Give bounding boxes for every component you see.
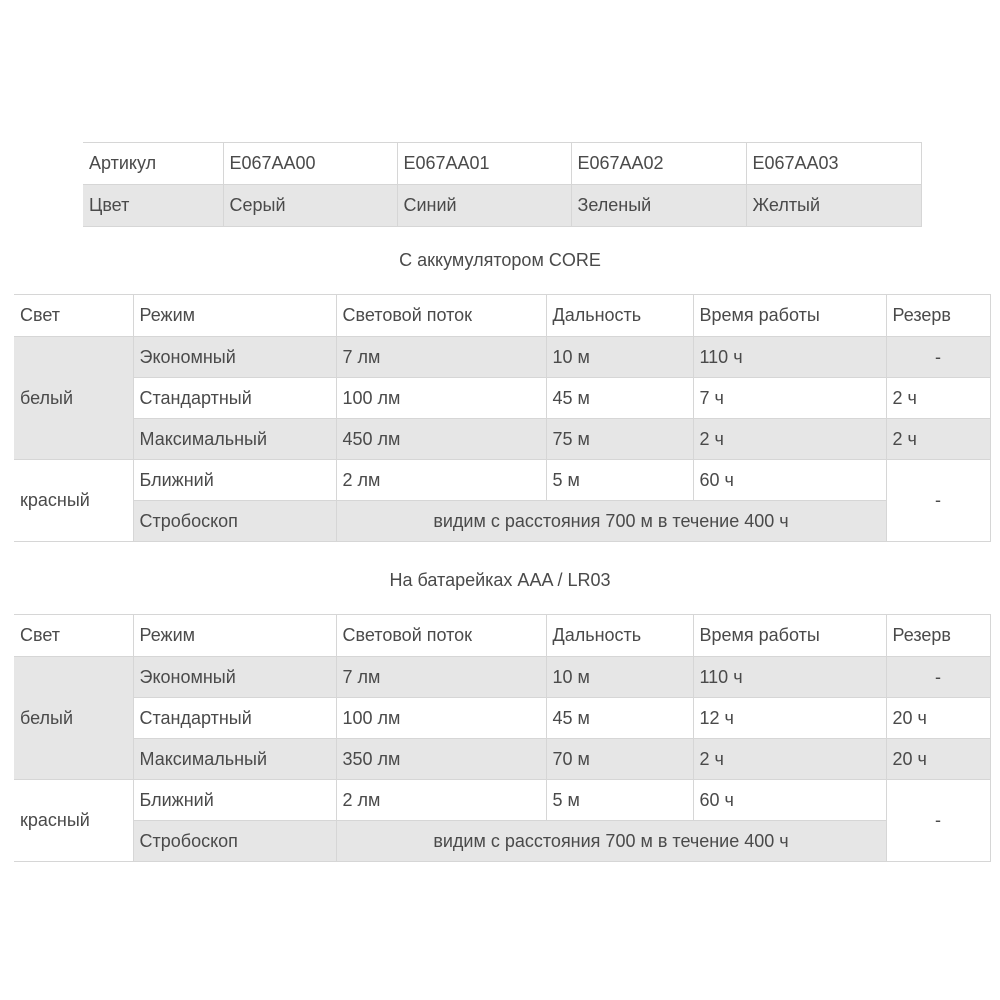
article-label: Артикул bbox=[83, 143, 223, 185]
mode-cell: Экономный bbox=[133, 337, 336, 378]
mode-cell: Стробоскоп bbox=[133, 821, 336, 862]
light-white-label: белый bbox=[14, 657, 133, 780]
article-row bbox=[83, 143, 921, 185]
reserve-cell: 20 ч bbox=[886, 739, 990, 780]
aaa-spec-table bbox=[14, 614, 991, 862]
table-row bbox=[14, 780, 990, 821]
mode-cell: Ближний bbox=[133, 460, 336, 501]
mode-cell: Максимальный bbox=[133, 739, 336, 780]
flux-cell: 350 лм bbox=[336, 739, 546, 780]
table-row bbox=[14, 378, 990, 419]
aaa-caption: На батарейках AAA / LR03 bbox=[389, 570, 611, 590]
light-red-label: красный bbox=[14, 460, 133, 542]
table-row bbox=[14, 337, 990, 378]
header-cell: Резерв bbox=[886, 615, 990, 657]
light-red-label: красный bbox=[14, 780, 133, 862]
range-cell: 10 м bbox=[546, 657, 693, 698]
table-row bbox=[14, 460, 990, 501]
table-row bbox=[14, 501, 990, 542]
header-row bbox=[14, 615, 990, 657]
reserve-cell: 2 ч bbox=[886, 419, 990, 460]
time-cell: 12 ч bbox=[693, 698, 886, 739]
reserve-cell: 2 ч bbox=[886, 378, 990, 419]
time-cell: 60 ч bbox=[693, 780, 886, 821]
article-table bbox=[83, 142, 922, 227]
core-spec-table bbox=[14, 294, 991, 542]
strobe-description: видим с расстояния 700 м в течение 400 ч bbox=[336, 501, 886, 542]
article-code: E067AA01 bbox=[397, 143, 571, 185]
color-value: Серый bbox=[223, 185, 397, 227]
time-cell: 110 ч bbox=[693, 337, 886, 378]
range-cell: 45 м bbox=[546, 698, 693, 739]
reserve-cell: - bbox=[886, 460, 990, 542]
mode-cell: Максимальный bbox=[133, 419, 336, 460]
table-row bbox=[14, 821, 990, 862]
color-value: Зеленый bbox=[571, 185, 746, 227]
header-cell: Свет bbox=[14, 615, 133, 657]
flux-cell: 7 лм bbox=[336, 657, 546, 698]
time-cell: 60 ч bbox=[693, 460, 886, 501]
reserve-cell: - bbox=[886, 780, 990, 862]
header-cell: Время работы bbox=[693, 615, 886, 657]
color-row bbox=[83, 185, 921, 227]
range-cell: 70 м bbox=[546, 739, 693, 780]
table-row bbox=[14, 657, 990, 698]
header-cell: Дальность bbox=[546, 295, 693, 337]
header-cell: Световой поток bbox=[336, 295, 546, 337]
header-cell: Режим bbox=[133, 615, 336, 657]
mode-cell: Экономный bbox=[133, 657, 336, 698]
time-cell: 7 ч bbox=[693, 378, 886, 419]
table-row bbox=[14, 739, 990, 780]
reserve-cell: - bbox=[886, 657, 990, 698]
header-cell: Световой поток bbox=[336, 615, 546, 657]
flux-cell: 450 лм bbox=[336, 419, 546, 460]
time-cell: 2 ч bbox=[693, 419, 886, 460]
header-cell: Свет bbox=[14, 295, 133, 337]
mode-cell: Стандартный bbox=[133, 698, 336, 739]
header-cell: Время работы bbox=[693, 295, 886, 337]
table-row bbox=[14, 698, 990, 739]
reserve-cell: - bbox=[886, 337, 990, 378]
article-code: E067AA00 bbox=[223, 143, 397, 185]
article-code: E067AA03 bbox=[746, 143, 921, 185]
flux-cell: 7 лм bbox=[336, 337, 546, 378]
color-value: Желтый bbox=[746, 185, 921, 227]
range-cell: 10 м bbox=[546, 337, 693, 378]
time-cell: 2 ч bbox=[693, 739, 886, 780]
range-cell: 75 м bbox=[546, 419, 693, 460]
color-value: Синий bbox=[397, 185, 571, 227]
strobe-description: видим с расстояния 700 м в течение 400 ч bbox=[336, 821, 886, 862]
reserve-cell: 20 ч bbox=[886, 698, 990, 739]
range-cell: 5 м bbox=[546, 780, 693, 821]
mode-cell: Стробоскоп bbox=[133, 501, 336, 542]
range-cell: 45 м bbox=[546, 378, 693, 419]
header-cell: Резерв bbox=[886, 295, 990, 337]
flux-cell: 100 лм bbox=[336, 698, 546, 739]
time-cell: 110 ч bbox=[693, 657, 886, 698]
mode-cell: Стандартный bbox=[133, 378, 336, 419]
color-label: Цвет bbox=[83, 185, 223, 227]
flux-cell: 100 лм bbox=[336, 378, 546, 419]
core-caption: С аккумулятором CORE bbox=[399, 250, 601, 270]
header-cell: Режим bbox=[133, 295, 336, 337]
header-row bbox=[14, 295, 990, 337]
flux-cell: 2 лм bbox=[336, 780, 546, 821]
light-white-label: белый bbox=[14, 337, 133, 460]
header-cell: Дальность bbox=[546, 615, 693, 657]
flux-cell: 2 лм bbox=[336, 460, 546, 501]
article-code: E067AA02 bbox=[571, 143, 746, 185]
table-row bbox=[14, 419, 990, 460]
range-cell: 5 м bbox=[546, 460, 693, 501]
mode-cell: Ближний bbox=[133, 780, 336, 821]
